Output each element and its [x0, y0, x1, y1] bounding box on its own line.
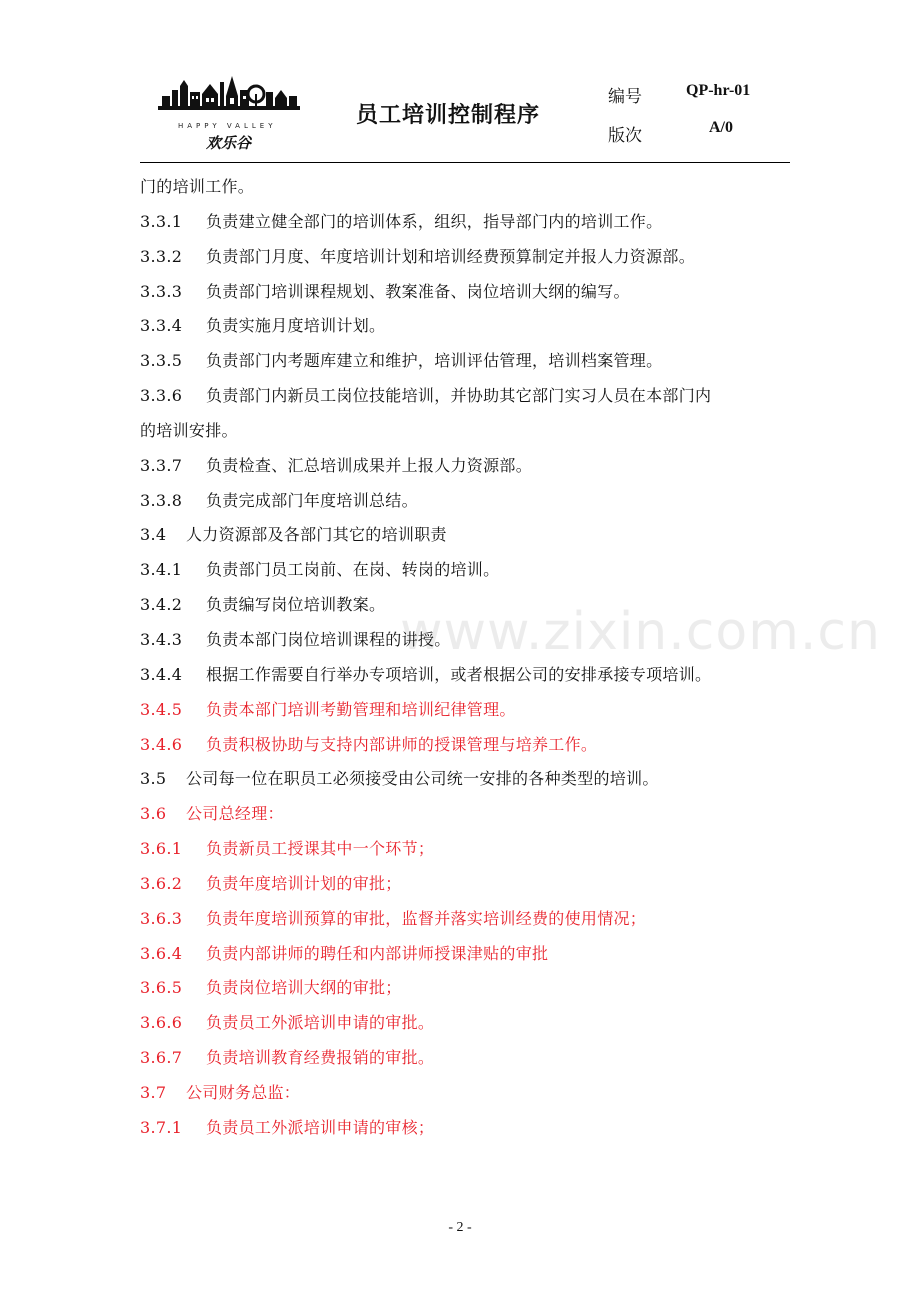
- clause-text: 负责岗位培训大纲的审批；: [206, 978, 402, 998]
- version-value: A/0: [709, 119, 733, 136]
- clause-text: 负责员工外派培训申请的审批。: [206, 1013, 435, 1033]
- clause-text: 负责培训教育经费报销的审批。: [206, 1048, 435, 1068]
- code-label: 编号: [608, 87, 642, 107]
- clause-text: 负责员工外派培训申请的审核；: [206, 1117, 435, 1137]
- clause-text: 负责部门内新员工岗位技能培训，并协助其它部门实习人员在本部门内: [206, 386, 712, 406]
- clause-number: 3.4.1: [140, 560, 183, 580]
- clause-number: 3.6.6: [140, 1013, 183, 1033]
- clause-number: 3.3.1: [140, 211, 183, 231]
- text-line: [140, 971, 800, 1006]
- text-line: [140, 867, 800, 902]
- text-line: [140, 728, 800, 763]
- text-line: [140, 379, 800, 414]
- text-line: [140, 518, 800, 553]
- text-line: [140, 1111, 800, 1146]
- text-line: [140, 484, 800, 519]
- logo-chinese-text: 欢乐谷: [206, 134, 252, 152]
- text-line: [140, 205, 800, 240]
- text-line: [140, 414, 800, 449]
- text-line: [140, 275, 800, 310]
- clause-text: 公司财务总监：: [186, 1082, 301, 1102]
- clause-number: 3.6.4: [140, 943, 183, 963]
- text-line: [140, 1076, 800, 1111]
- clause-text: 负责本部门培训考勤管理和培训纪律管理。: [206, 699, 516, 719]
- clause-number: 3.3.8: [140, 490, 183, 510]
- text-line: [140, 693, 800, 728]
- clause-text: 负责年度培训计划的审批；: [206, 873, 402, 893]
- text-line: [140, 937, 800, 972]
- clause-text: 公司总经理：: [186, 804, 284, 824]
- clause-text: 的培训安排。: [140, 420, 238, 440]
- clause-number: 3.6.1: [140, 839, 183, 859]
- clause-number: 3.3.5: [140, 351, 183, 371]
- clause-text: 负责实施月度培训计划。: [206, 316, 386, 336]
- clause-text: 负责本部门岗位培训课程的讲授。: [206, 629, 451, 649]
- document-body: [140, 170, 800, 1146]
- clause-number: 3.3.7: [140, 455, 183, 475]
- clause-text: 负责部门员工岗前、在岗、转岗的培训。: [206, 560, 500, 580]
- text-line: [140, 170, 800, 205]
- clause-text: 负责年度培训预算的审批，监督并落实培训经费的使用情况；: [206, 908, 647, 928]
- clause-number: 3.6.7: [140, 1048, 183, 1068]
- skyline-logo-icon: [154, 72, 304, 124]
- text-line: [140, 762, 800, 797]
- clause-number: 3.4.2: [140, 595, 183, 615]
- clause-number: 3.6.5: [140, 978, 183, 998]
- text-line: [140, 553, 800, 588]
- text-line: [140, 449, 800, 484]
- clause-text: 负责编写岗位培训教案。: [206, 595, 386, 615]
- clause-text: 人力资源部及各部门其它的培训职责: [186, 525, 447, 545]
- page-number: - 2 -: [448, 1220, 472, 1235]
- document-header: [140, 62, 790, 162]
- clause-text: 负责积极协助与支持内部讲师的授课管理与培养工作。: [206, 734, 598, 754]
- clause-text: 负责检查、汇总培训成果并上报人力资源部。: [206, 455, 533, 475]
- clause-text: 根据工作需要自行举办专项培训，或者根据公司的安排承接专项培训。: [206, 664, 712, 684]
- clause-number: 3.7.1: [140, 1117, 183, 1137]
- clause-text: 负责内部讲师的聘任和内部讲师授课津贴的审批: [206, 943, 549, 963]
- clause-text: 负责建立健全部门的培训体系，组织，指导部门内的培训工作。: [206, 211, 663, 231]
- text-line: [140, 797, 800, 832]
- text-line: [140, 623, 800, 658]
- clause-number: 3.6.2: [140, 873, 183, 893]
- happy-valley-logo: [154, 72, 304, 152]
- clause-text: 公司每一位在职员工必须接受由公司统一安排的各种类型的培训。: [186, 769, 659, 789]
- code-value: QP-hr-01: [686, 82, 751, 99]
- clause-number: 3.6: [140, 804, 167, 824]
- header-divider: [140, 162, 790, 163]
- document-title: 员工培训控制程序: [356, 103, 541, 128]
- text-line: [140, 1006, 800, 1041]
- clause-number: 3.3.2: [140, 246, 183, 266]
- clause-text: 负责部门月度、年度培训计划和培训经费预算制定并报人力资源部。: [206, 246, 696, 266]
- clause-number: 3.4.5: [140, 699, 183, 719]
- clause-number: 3.4.6: [140, 734, 183, 754]
- text-line: [140, 832, 800, 867]
- text-line: [140, 902, 800, 937]
- logo-english-text: HAPPY VALLEY: [178, 122, 277, 130]
- clause-text: 负责部门内考题库建立和维护，培训评估管理，培训档案管理。: [206, 351, 663, 371]
- clause-number: 3.3.6: [140, 386, 183, 406]
- clause-number: 3.5: [140, 769, 167, 789]
- clause-text: 门的培训工作。: [140, 177, 255, 196]
- text-line: [140, 658, 800, 693]
- clause-number: 3.3.4: [140, 316, 183, 336]
- clause-number: 3.3.3: [140, 281, 183, 301]
- clause-number: 3.7: [140, 1082, 167, 1102]
- clause-number: 3.4.4: [140, 664, 183, 684]
- text-line: [140, 309, 800, 344]
- clause-number: 3.6.3: [140, 908, 183, 928]
- clause-number: 3.4: [140, 525, 167, 545]
- clause-text: 负责新员工授课其中一个环节；: [206, 839, 435, 859]
- clause-text: 负责部门培训课程规划、教案准备、岗位培训大纲的编写。: [206, 281, 630, 301]
- clause-text: 负责完成部门年度培训总结。: [206, 490, 418, 510]
- clause-number: 3.4.3: [140, 629, 183, 649]
- text-line: [140, 240, 800, 275]
- watermark: www.zixin.com.cn: [400, 602, 881, 662]
- text-line: [140, 1041, 800, 1076]
- text-line: [140, 344, 800, 379]
- text-line: [140, 588, 800, 623]
- version-label: 版次: [608, 126, 642, 146]
